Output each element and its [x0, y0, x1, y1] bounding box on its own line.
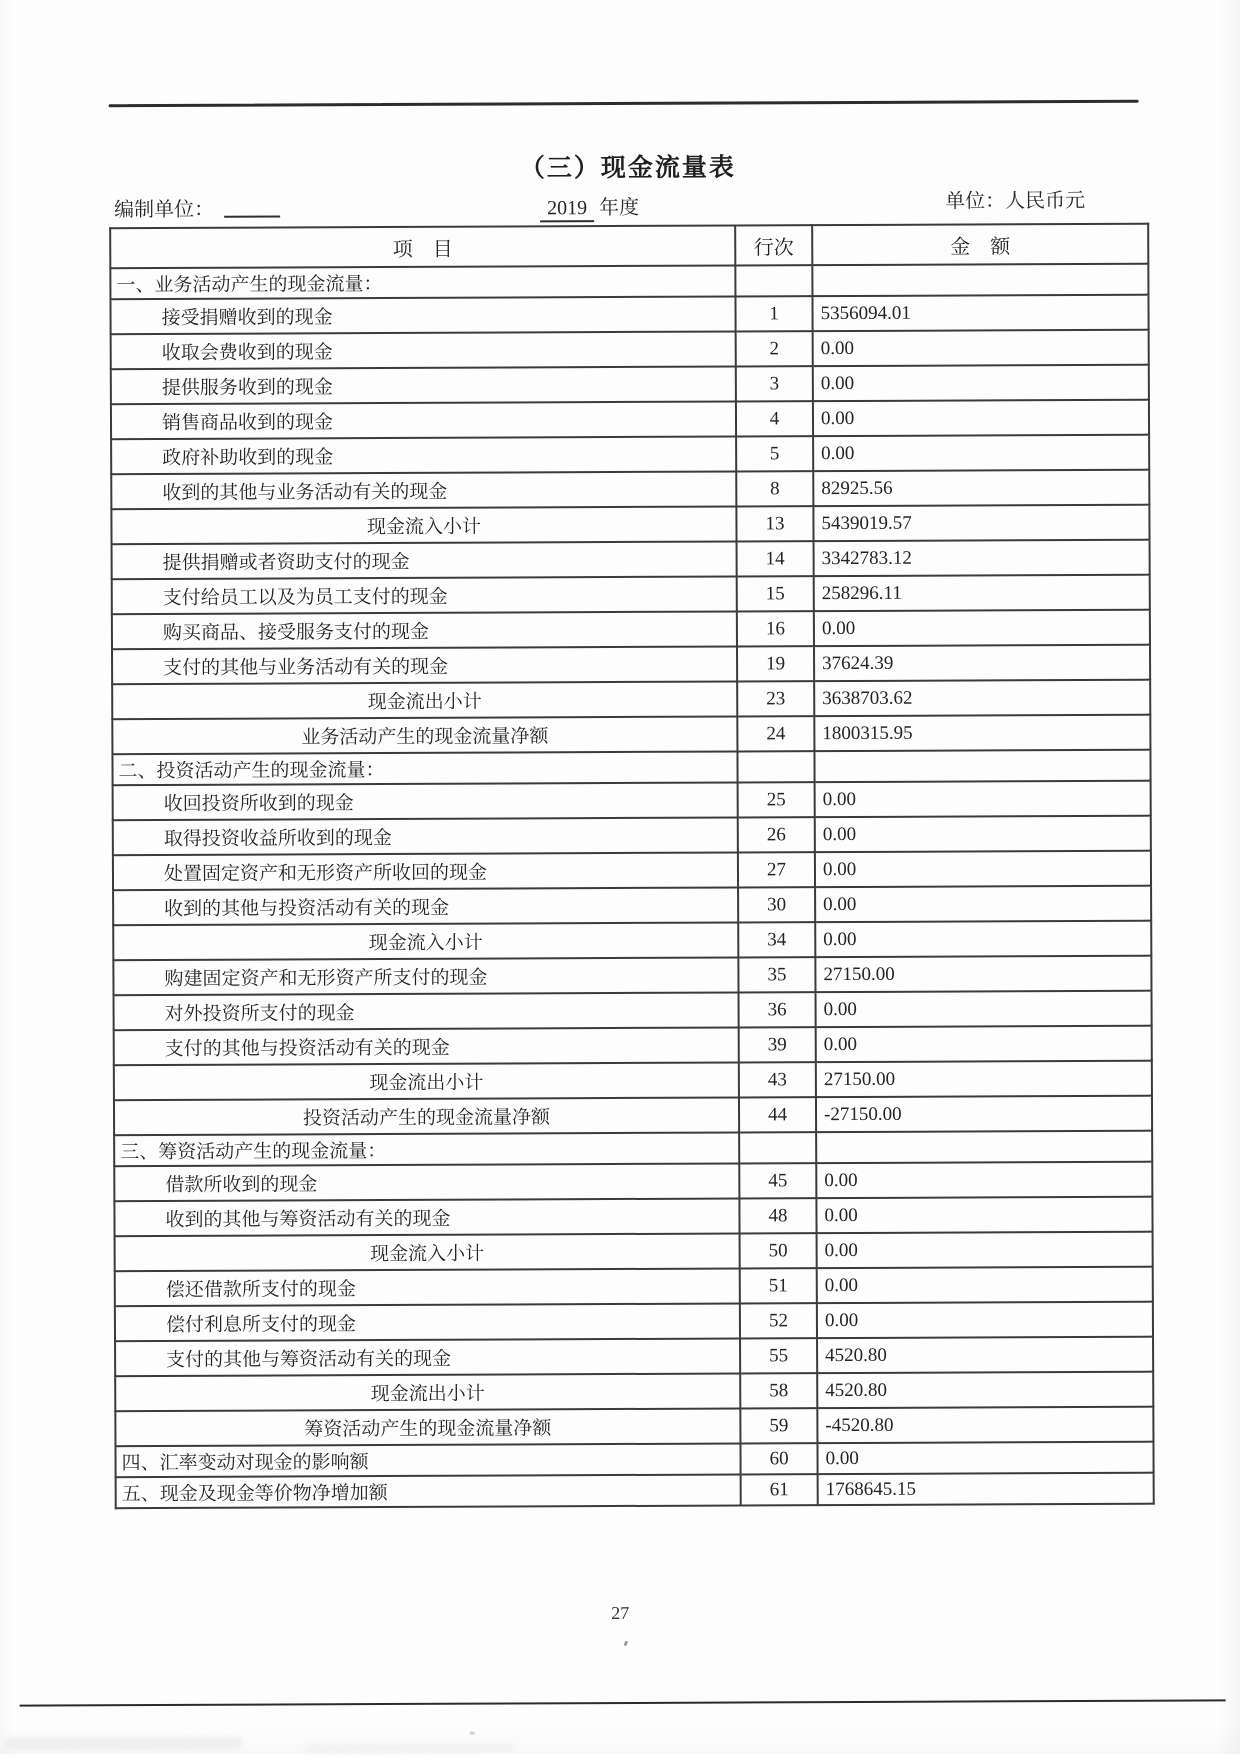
- column-header-item: 项 目: [110, 225, 735, 268]
- amount-cell: 27150.00: [815, 956, 1151, 992]
- line-cell: 44: [739, 1097, 816, 1132]
- table-row: [113, 781, 1151, 821]
- item-cell: 取得投资收益所收到的现金: [113, 817, 738, 855]
- table-row: [112, 575, 1150, 615]
- line-cell: 48: [739, 1198, 816, 1233]
- item-cell: 收取会费收到的现金: [111, 331, 736, 369]
- cashflow-table: [109, 223, 1155, 1510]
- line-cell: 27: [738, 852, 815, 887]
- table-row: [113, 816, 1151, 856]
- amount-cell: 5356094.01: [812, 295, 1148, 331]
- line-cell: 25: [738, 782, 815, 817]
- amount-cell: 0.00: [815, 816, 1151, 852]
- item-cell: 偿还借款所支付的现金: [115, 1268, 740, 1306]
- amount-cell: 0.00: [816, 1197, 1152, 1233]
- table-row: [115, 1442, 1153, 1478]
- item-cell: 提供捐赠或者资助支付的现金: [112, 541, 737, 579]
- line-cell: 4: [736, 401, 813, 436]
- line-cell: 43: [739, 1062, 816, 1097]
- line-cell: 2: [736, 331, 813, 366]
- item-cell: 收到的其他与投资活动有关的现金: [113, 887, 738, 925]
- item-cell: 收回投资所收到的现金: [113, 782, 738, 820]
- scan-artifact: [624, 1641, 629, 1647]
- amount-cell: 0.00: [815, 781, 1151, 817]
- line-cell: 59: [740, 1408, 817, 1443]
- item-cell: 筹资活动产生的现金流量净额: [115, 1408, 740, 1446]
- line-cell: 13: [736, 506, 813, 541]
- table-row: [112, 540, 1150, 580]
- item-cell: 现金流入小计: [113, 922, 738, 960]
- amount-cell: 4520.80: [817, 1372, 1153, 1408]
- scan-smudge: [304, 1743, 514, 1753]
- currency-unit: 单位：人民币元: [945, 189, 1086, 213]
- item-cell: 偿付利息所支付的现金: [115, 1303, 740, 1341]
- item-cell: 销售商品收到的现金: [111, 401, 736, 439]
- amount-cell: [812, 264, 1148, 296]
- item-cell: 政府补助收到的现金: [111, 436, 736, 474]
- amount-cell: -4520.80: [817, 1407, 1153, 1443]
- table-row: [111, 435, 1149, 475]
- prepared-by: [114, 192, 280, 222]
- table-row: [114, 1026, 1152, 1066]
- scan-artifact: [470, 1732, 475, 1735]
- line-cell: 30: [738, 887, 815, 922]
- table-row: [114, 1096, 1152, 1136]
- line-cell: 52: [740, 1303, 817, 1338]
- table-row: [111, 330, 1149, 370]
- line-cell: 45: [739, 1163, 816, 1198]
- table-row: [112, 680, 1150, 720]
- table-row: [114, 1162, 1152, 1202]
- amount-cell: -27150.00: [816, 1096, 1152, 1132]
- amount-cell: 27150.00: [816, 1061, 1152, 1097]
- table-row: [113, 851, 1151, 891]
- amount-cell: 0.00: [816, 1026, 1152, 1062]
- item-cell: 投资活动产生的现金流量净额: [114, 1097, 739, 1135]
- item-cell: 四、汇率变动对现金的影响额: [115, 1443, 740, 1477]
- line-cell: 34: [738, 922, 815, 957]
- item-cell: 对外投资所支付的现金: [114, 992, 739, 1030]
- footer-rule: [20, 1699, 1226, 1706]
- amount-cell: 3342783.12: [814, 540, 1150, 576]
- line-cell: 24: [737, 716, 814, 751]
- line-cell: 15: [737, 576, 814, 611]
- amount-cell: 0.00: [814, 610, 1150, 646]
- table-row: [115, 1372, 1153, 1412]
- item-cell: 现金流入小计: [111, 506, 736, 544]
- line-cell: 16: [737, 611, 814, 646]
- table-row: [113, 921, 1151, 961]
- amount-cell: 5439019.57: [813, 505, 1149, 541]
- amount-cell: 258296.11: [814, 575, 1150, 611]
- table-header-row: [110, 224, 1148, 269]
- item-cell: 三、筹资活动产生的现金流量：: [114, 1132, 739, 1166]
- table-row: [114, 1131, 1152, 1167]
- item-cell: 二、投资活动产生的现金流量：: [112, 751, 737, 785]
- table-row: [112, 645, 1150, 685]
- amount-cell: 1768645.15: [818, 1473, 1154, 1505]
- amount-cell: 0.00: [813, 330, 1149, 366]
- item-cell: 购建固定资产和无形资产所支付的现金: [113, 957, 738, 995]
- item-cell: 借款所收到的现金: [114, 1163, 739, 1201]
- line-cell: 50: [740, 1233, 817, 1268]
- table-row: [115, 1337, 1153, 1377]
- table-row: [112, 715, 1150, 755]
- line-cell: 26: [738, 817, 815, 852]
- item-cell: 收到的其他与业务活动有关的现金: [111, 471, 736, 509]
- line-cell: 51: [740, 1268, 817, 1303]
- item-cell: 一、业务活动产生的现金流量：: [110, 265, 735, 299]
- table-row: [115, 1267, 1153, 1307]
- table-row: [114, 991, 1152, 1031]
- amount-cell: 0.00: [817, 1302, 1153, 1338]
- line-cell: 36: [739, 992, 816, 1027]
- amount-cell: 0.00: [815, 886, 1151, 922]
- prepared-by-blank: [224, 215, 280, 217]
- amount-cell: 0.00: [816, 1162, 1152, 1198]
- table-row: [111, 400, 1149, 440]
- line-cell: 55: [740, 1338, 817, 1373]
- scan-smudge: [4, 1737, 242, 1751]
- item-cell: 现金流出小计: [114, 1062, 739, 1100]
- item-cell: 现金流入小计: [115, 1233, 740, 1271]
- line-cell: [735, 265, 812, 296]
- table-row: [110, 264, 1148, 300]
- line-cell: [737, 751, 814, 782]
- item-cell: 接受捐赠收到的现金: [110, 296, 735, 334]
- amount-cell: 82925.56: [813, 470, 1149, 506]
- line-cell: 3: [736, 366, 813, 401]
- item-cell: 提供服务收到的现金: [111, 366, 736, 404]
- table-row: [114, 1197, 1152, 1237]
- table-row: [114, 1061, 1152, 1101]
- line-cell: 5: [736, 436, 813, 471]
- item-cell: 支付的其他与业务活动有关的现金: [112, 646, 737, 684]
- item-cell: 现金流出小计: [112, 681, 737, 719]
- amount-cell: 0.00: [813, 400, 1149, 436]
- amount-cell: 0.00: [815, 921, 1151, 957]
- table-row: [116, 1473, 1154, 1509]
- table-row: [111, 470, 1149, 510]
- report-year-suffix: 年度: [599, 196, 640, 220]
- amount-cell: [816, 1131, 1152, 1163]
- item-cell: 支付的其他与筹资活动有关的现金: [115, 1338, 740, 1376]
- amount-cell: 1800315.95: [814, 715, 1150, 751]
- item-cell: 五、现金及现金等价物净增加额: [116, 1474, 741, 1508]
- page-number: 27: [611, 1602, 630, 1624]
- amount-cell: 0.00: [816, 991, 1152, 1027]
- table-row: [115, 1302, 1153, 1342]
- table-row: [112, 610, 1150, 650]
- amount-cell: 0.00: [817, 1442, 1153, 1474]
- line-cell: 60: [740, 1443, 817, 1474]
- line-cell: 19: [737, 646, 814, 681]
- report-period: [540, 191, 639, 220]
- line-cell: 8: [736, 471, 813, 506]
- amount-cell: 0.00: [815, 851, 1151, 887]
- table-row: [115, 1232, 1153, 1272]
- line-cell: 23: [737, 681, 814, 716]
- amount-cell: 4520.80: [817, 1337, 1153, 1373]
- prepared-by-label: 编制单位：: [114, 198, 215, 222]
- report-year: 2019: [540, 197, 594, 222]
- table-row: [110, 295, 1148, 335]
- column-header-line: 行次: [735, 225, 812, 265]
- amount-cell: [814, 750, 1150, 782]
- item-cell: 支付的其他与投资活动有关的现金: [114, 1027, 739, 1065]
- line-cell: 14: [737, 541, 814, 576]
- item-cell: 业务活动产生的现金流量净额: [112, 716, 737, 754]
- line-cell: 58: [740, 1373, 817, 1408]
- table-row: [113, 886, 1151, 926]
- amount-cell: 37624.39: [814, 645, 1150, 681]
- table-row: [111, 505, 1149, 545]
- amount-cell: 0.00: [813, 365, 1149, 401]
- item-cell: 收到的其他与筹资活动有关的现金: [114, 1198, 739, 1236]
- line-cell: 39: [739, 1027, 816, 1062]
- item-cell: 处置固定资产和无形资产所收回的现金: [113, 852, 738, 890]
- amount-cell: 0.00: [813, 435, 1149, 471]
- amount-cell: 0.00: [817, 1267, 1153, 1303]
- line-cell: 35: [738, 957, 815, 992]
- amount-cell: 3638703.62: [814, 680, 1150, 716]
- header-rule: [109, 100, 1139, 107]
- line-cell: 1: [735, 296, 812, 331]
- item-cell: 现金流出小计: [115, 1373, 740, 1411]
- item-cell: 购买商品、接受服务支付的现金: [112, 611, 737, 649]
- line-cell: 61: [741, 1474, 818, 1505]
- amount-cell: 0.00: [817, 1232, 1153, 1268]
- item-cell: 支付给员工以及为员工支付的现金: [112, 576, 737, 614]
- table-row: [115, 1407, 1153, 1447]
- table-row: [111, 365, 1149, 405]
- table-row: [113, 956, 1151, 996]
- column-header-amount: 金 额: [812, 224, 1148, 265]
- page-title: （三）现金流量表: [519, 154, 736, 183]
- table-row: [112, 750, 1150, 786]
- line-cell: [739, 1132, 816, 1163]
- cashflow-rows: [110, 264, 1153, 1509]
